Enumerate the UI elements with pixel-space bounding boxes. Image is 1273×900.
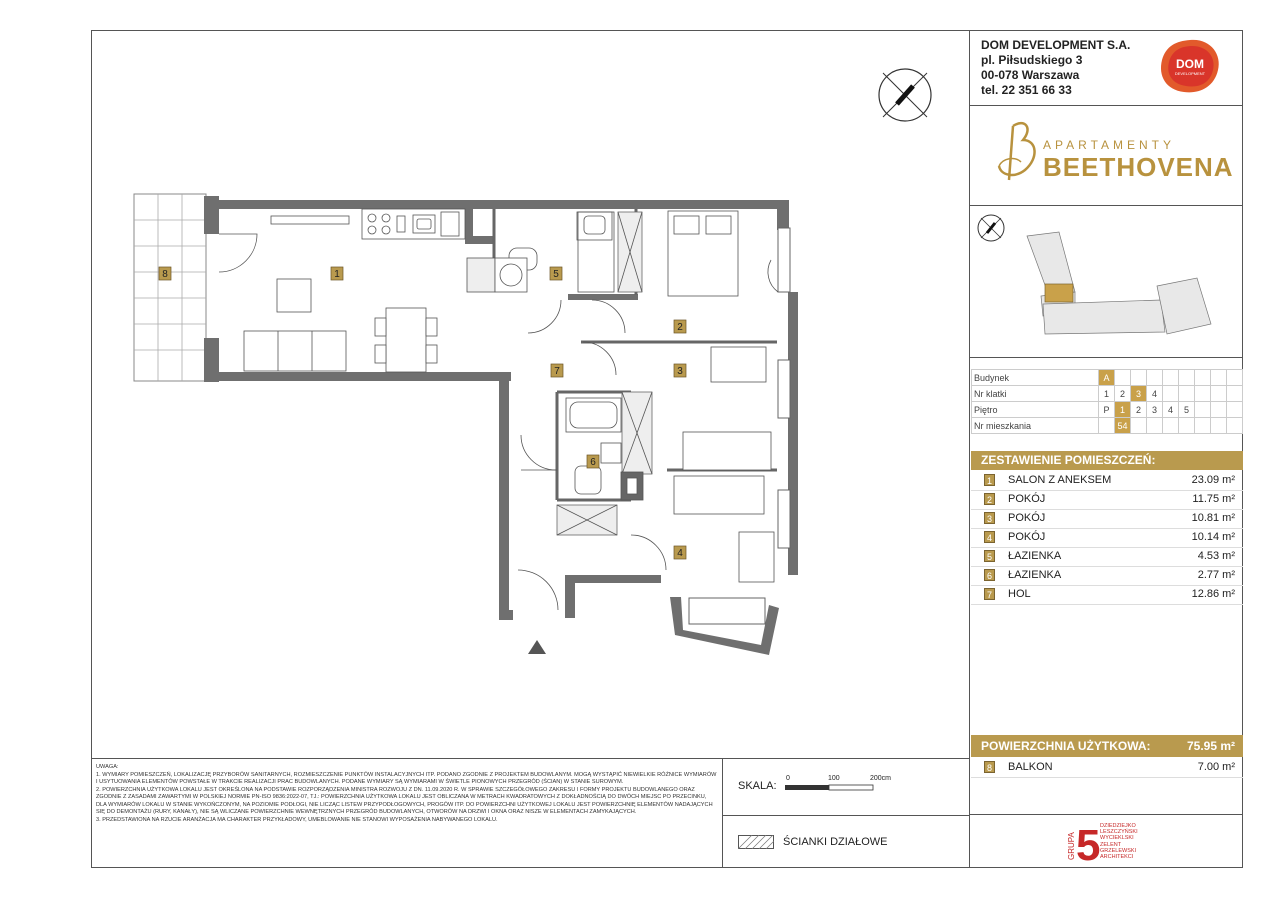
notes-title: UWAGA: xyxy=(96,764,119,770)
room-row xyxy=(971,547,1243,567)
scale-tick-200: 200cm xyxy=(870,775,892,782)
plan-room-label: 8 xyxy=(162,269,168,280)
apartment-number: 54 xyxy=(1115,418,1131,434)
compass-icon xyxy=(879,69,931,121)
apartment-label: Nr mieszkania xyxy=(972,418,1099,434)
room-name: POKÓJ xyxy=(1008,493,1046,505)
grupa-text: GRUPA xyxy=(1067,832,1076,860)
dom-logo-subtext: DEVELOPMENT xyxy=(1174,71,1206,76)
stair-label: Nr klatki xyxy=(972,386,1099,402)
architect-line: GRZELEWSKI xyxy=(1100,847,1137,854)
project-name-top: APARTAMENTY xyxy=(1043,138,1176,152)
room-row xyxy=(971,509,1243,529)
company-name: DOM DEVELOPMENT S.A. xyxy=(981,38,1131,52)
bathroom-6-fixtures xyxy=(557,392,652,535)
room-row xyxy=(971,566,1243,586)
room-row xyxy=(971,528,1243,548)
unit-selection-table xyxy=(971,369,1243,434)
room-number: 7 xyxy=(984,588,995,600)
architect-line: DZIEDZIEJKO xyxy=(1100,823,1136,829)
room-name: POKÓJ xyxy=(1008,531,1046,543)
usable-area-bar xyxy=(971,735,1243,757)
room-name: SALON Z ANEKSEM xyxy=(1008,474,1112,486)
architect-line: ZELENT xyxy=(1100,841,1122,848)
plan-room-label: 4 xyxy=(677,548,683,559)
stair-cell: 1 xyxy=(1099,386,1115,402)
balcony-row xyxy=(971,758,1243,778)
room-row xyxy=(971,490,1243,510)
room-name: BALKON xyxy=(1008,761,1053,773)
dom-logo-text: DOM xyxy=(1176,57,1204,71)
room-area: 12.86 m² xyxy=(1191,588,1235,600)
stair-cell-selected: 3 xyxy=(1131,386,1147,402)
room-area: 4.53 m² xyxy=(1197,550,1235,562)
room-row xyxy=(971,585,1243,605)
scale-label: SKALA: xyxy=(738,780,777,792)
floor-cell: 4 xyxy=(1163,402,1179,418)
room-name: HOL xyxy=(1008,588,1031,600)
room-number: 3 xyxy=(984,512,995,524)
grupa-number: 5 xyxy=(1076,821,1100,864)
scale-tick-100: 100 xyxy=(828,775,840,782)
room-number: 5 xyxy=(984,550,995,562)
header-divider-2 xyxy=(969,205,1243,206)
floor-cell: 3 xyxy=(1147,402,1163,418)
architect-line: ARCHITEKCI xyxy=(1100,854,1134,861)
dom-development-logo xyxy=(1158,38,1222,94)
plan-room-label: 5 xyxy=(553,269,559,280)
project-logo xyxy=(993,118,1233,188)
kitchen-fixtures xyxy=(271,209,465,239)
note-item: 3. PRZEDSTAWIONA NA RZUCIE ARANŻACJA MA CHARAKTER PRZYKŁADOWY, UMEBLOWANIE NIE STANOWI WYPOSAŻENIA NABYWANEGO LOKALU. xyxy=(96,816,498,823)
room-area: 10.14 m² xyxy=(1191,531,1235,543)
entrance-arrow-icon xyxy=(528,640,546,654)
plan-room-label: 3 xyxy=(677,366,683,377)
room-area: 7.00 m² xyxy=(1197,761,1235,773)
scale-tick-0: 0 xyxy=(786,775,790,782)
room-number: 2 xyxy=(984,493,995,505)
floor-cell: P xyxy=(1099,402,1115,418)
partition-legend-icon xyxy=(738,835,774,849)
panel-divider xyxy=(969,30,970,868)
bedroom-furniture xyxy=(668,211,774,582)
room-name: POKÓJ xyxy=(1008,512,1046,524)
plan-room-label: 7 xyxy=(554,366,560,377)
partition-legend-label: ŚCIANKI DZIAŁOWE xyxy=(783,836,888,848)
room-number: 8 xyxy=(984,761,995,773)
floor-cell: 2 xyxy=(1131,402,1147,418)
stair-cell: 2 xyxy=(1115,386,1131,402)
legend-divider xyxy=(722,815,969,816)
usable-area-label: POWIERZCHNIA UŻYTKOWA: xyxy=(981,739,1151,753)
floor-cell-selected: 1 xyxy=(1115,402,1131,418)
company-address-1: pl. Piłsudskiego 3 xyxy=(981,53,1083,67)
key-plan xyxy=(971,208,1242,355)
architect-names xyxy=(1100,823,1138,860)
building-label: Budynek xyxy=(972,370,1099,386)
room-area: 23.09 m² xyxy=(1191,474,1235,486)
architect-line: LESZCZYŃSKI xyxy=(1100,829,1138,836)
note-item: 2. POWIERZCHNIA UŻYTKOWA LOKALU JEST OKREŚLONA NA PODSTAWIE ROZPORZĄDZENIA MINISTRA ROZWOJU Z DN. 11.09.2020 R. W SPRAWIE SZCZEGÓŁOWEGO ZAKRESU I FORMY PROJEKTU BUDOWLANEGO ORAZ ZGODNIE Z ZASADAMI ZAWARTYMI W POLSKIEJ NORMIE PN-ISO 9836:2022-07, TJ.: POWIERZCHNIA UŻYTKOWA LOKALU JEST OBLICZANA W METRACH KWADRATOWYCH Z DOKŁADNOŚCIĄ DO DWÓCH MIEJSC PO PRZECINKU, DLA WYMIARÓW LOKALU W STANIE WYKOŃCZONYM, NA POZIOMIE PODŁOGI, NIE LICZĄC LISTEW PRZYPODŁOGOWYCH, PROGÓW ITP. DO POWIERZCHNI UŻYTKOWEJ LOKALU JEST POWIERZCHNIĘ ELEMENTÓW NADAJĄCYCH SIĘ DO DEMONTAŻU (RURY, KANAŁY), NIE SĄ WLICZANE POWIERZCHNIE WEWNĘTRZNYCH PRZEGRÓD BUDOWLANYCH, OTWORÓW NA DRZWI I OKNA ORAZ NISZE W ELEMENTACH ZAMYKAJĄCYCH. xyxy=(96,786,713,815)
plan-room-label: 2 xyxy=(677,322,683,333)
header-divider-3 xyxy=(969,357,1243,358)
room-area: 2.77 m² xyxy=(1197,569,1235,581)
room-number: 4 xyxy=(984,531,995,543)
usable-area-value: 75.95 m² xyxy=(1186,739,1235,753)
building-cell: A xyxy=(1099,370,1115,386)
room-name: ŁAZIENKA xyxy=(1008,569,1062,581)
floor-label: Piętro xyxy=(972,402,1099,418)
footer-divider xyxy=(969,814,1243,815)
stair-cell: 4 xyxy=(1147,386,1163,402)
header-divider-1 xyxy=(969,105,1243,106)
grupa5-logo-icon xyxy=(1066,820,1100,864)
living-furniture xyxy=(244,279,437,372)
floor-cell: 5 xyxy=(1179,402,1195,418)
plan-room-label: 6 xyxy=(590,457,596,468)
room-number: 1 xyxy=(984,474,995,486)
room-row xyxy=(971,471,1243,491)
project-name-bottom: BEETHOVENA xyxy=(1043,152,1234,182)
company-address-2: 00-078 Warszawa xyxy=(981,68,1080,82)
notes-divider xyxy=(91,758,969,759)
architect-line: WYCIEKLSKI xyxy=(1100,835,1134,842)
balcony-area xyxy=(134,194,206,381)
company-info xyxy=(981,38,1130,98)
room-area: 11.75 m² xyxy=(1192,493,1235,505)
room-area: 10.81 m² xyxy=(1191,512,1235,524)
floor-plan xyxy=(91,30,969,758)
scale-divider xyxy=(722,758,723,868)
room-number: 6 xyxy=(984,569,995,581)
company-phone: tel. 22 351 66 33 xyxy=(981,83,1072,97)
rooms-header: ZESTAWIENIE POMIESZCZEŃ: xyxy=(971,451,1243,470)
b-monogram-icon xyxy=(993,118,1043,188)
plan-room-label: 1 xyxy=(334,269,340,280)
keyplan-compass-icon xyxy=(978,215,1004,241)
note-item: 1. WYMIARY POMIESZCZEŃ, LOKALIZACJĘ PRZYBORÓW SANITARNYCH, ROZMIESZCZENIE PUNKTÓW INSTALACYJNYCH ITP. PODANO ZGODNIE Z PROJEKTEM BUDOWLANYM. MOGĄ WYSTĄPIĆ NIEWIELKIE RÓŻNICE WYMIARÓW I USYTUOWANIA ELEMENTÓW POWSTAŁE W TRAKCIE REALIZACJI PRAC BUDOWLANYCH. PODANE WYMIARY SĄ WYMIARAMI W ŚWIETLE PIONOWYCH PRZEGRÓD (ŚCIAN) W STANIE SUROWYM. xyxy=(96,771,717,785)
scale-bar xyxy=(785,784,875,792)
notes xyxy=(96,764,718,824)
room-name: ŁAZIENKA xyxy=(1008,550,1062,562)
